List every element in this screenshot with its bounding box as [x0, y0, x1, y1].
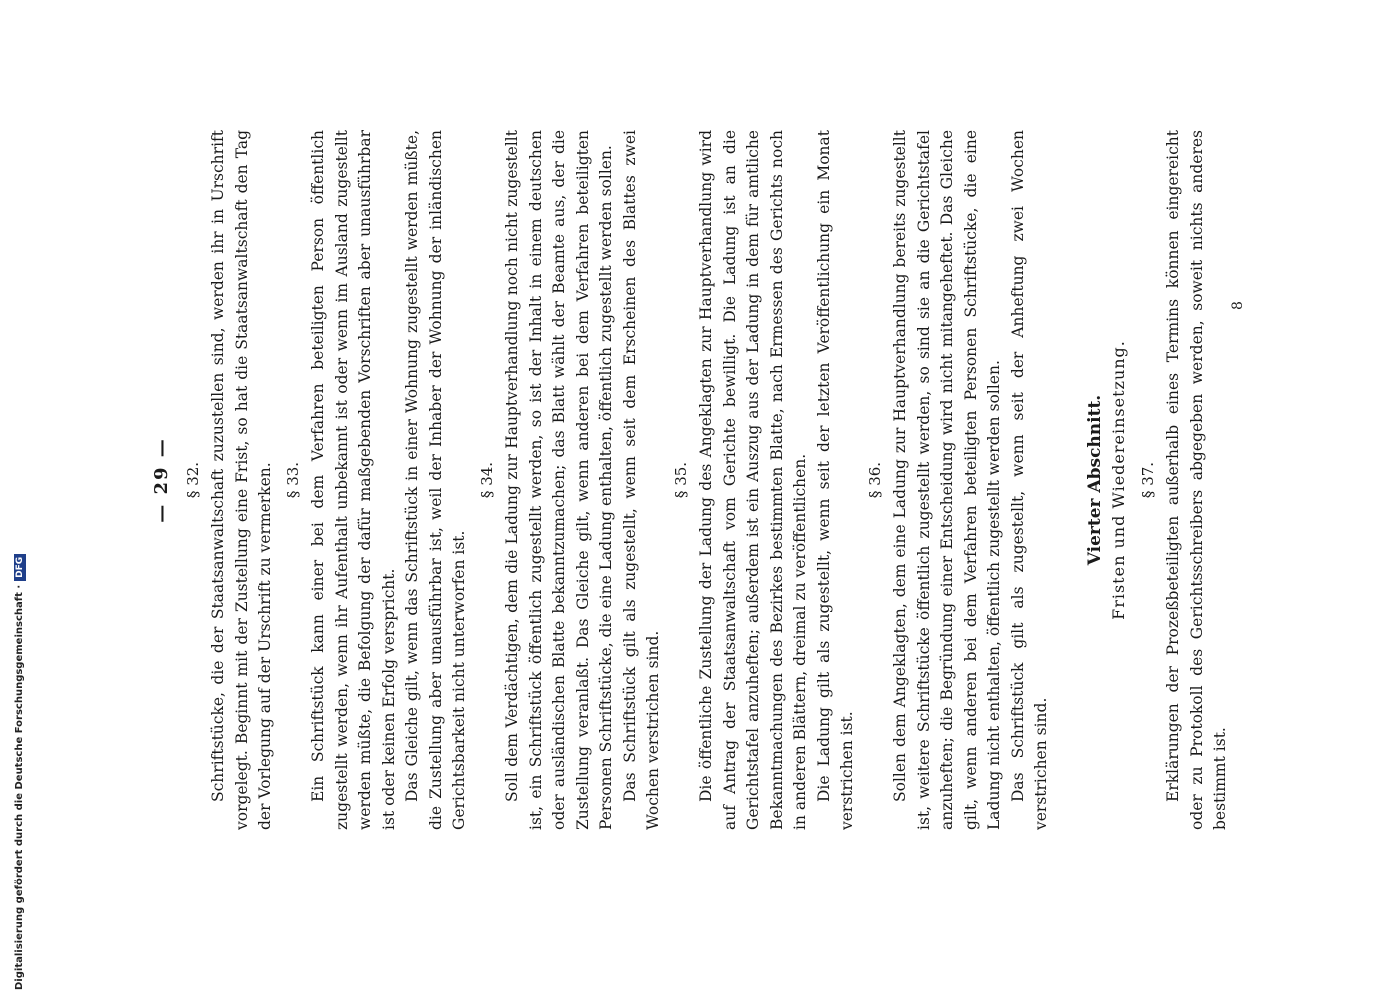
- section-heading-35: § 35.: [671, 461, 690, 499]
- paragraph-37-1: Erklärungen der Prozeßbeteiligten außerhalb eines Termins können eingereicht oder zu Protokoll des Gerichtsschreibers abgegeben werden, soweit nichts anderes bestimmt ist.: [1164, 130, 1229, 830]
- paragraph-32-1: Schriftstücke, die der Staatsanwaltschaft zuzustellen sind, werden ihr in Urschrift vorgelegt. Beginnt mit der Zustellung eine Frist, so hat die Staatsanwaltschaft den Tag der Vorlegung auf der Urschrift zu vermerken.: [209, 130, 274, 830]
- chapter-subtitle: Fristen und Wiedereinsetzung.: [1109, 340, 1128, 620]
- section-heading-32: § 32.: [183, 461, 202, 499]
- text-block: [150, 130, 1233, 830]
- paragraph-36-2: Das Schriftstück gilt als zugestellt, wenn seit der Anheftung zwei Wochen verstrichen sind.: [1008, 130, 1050, 830]
- section-heading-36: § 36.: [865, 461, 884, 499]
- paragraph-35-1: Die öffentliche Zustellung der Ladung des Angeklagten zur Hauptverhandlung wird auf Antrag der Staatsanwaltschaft vom Gerichte bewilligt. Die Ladung ist an die Gerichtstafel anzuheften; außerdem ist ein Auszug aus der Ladung in dem für amtliche Bekanntmachungen des Bezirkes bestimmten Blatte, nach Ermessen des Gerichts noch in anderen Blättern, dreimal zu veröffentlichen.: [697, 130, 809, 830]
- digitization-credit: [0, 0, 25, 1000]
- section-heading-37: § 37.: [1138, 461, 1157, 499]
- paragraph-34-2: Das Schriftstück gilt als zugestellt, wenn seit dem Erscheinen des Blattes zwei Wochen verstrichen sind.: [620, 130, 662, 830]
- dfg-logo: DFG: [14, 554, 26, 581]
- signature-mark: 8: [1230, 301, 1246, 310]
- section-heading-34: § 34.: [477, 461, 496, 499]
- chapter-title: Vierter Abschnitt.: [1084, 394, 1105, 566]
- paragraph-34-1: Soll dem Verdächtigen, dem die Ladung zur Hauptverhandlung noch nicht zugestellt ist, ein Schriftstück öffentlich zugestellt werden, so ist der Inhalt in einem deutschen oder ausländischen Blatte bekanntzumachen; das Blatt wählt der Beamte aus, der die Zustellung veranlaßt. Das Gleiche gilt, wenn anderen bei dem Verfahren beteiligten Personen Schriftstücke, die eine Ladung enthalten, öffentlich zugestellt werden sollen.: [503, 130, 615, 830]
- page-number: — 29 —: [151, 437, 172, 523]
- paragraph-35-2: Die Ladung gilt als zugestellt, wenn seit der letzten Veröffentlichung ein Monat verstrichen ist.: [814, 130, 856, 830]
- paragraph-36-1: Sollen dem Angeklagten, dem eine Ladung zur Hauptverhandlung bereits zugestellt ist, weitere Schriftstücke öffentlich zugestellt werden, so sind sie an die Gerichtstafel anzuheften; die Begründung einer Entscheidung wird nicht mitangeheftet. Das Gleiche gilt, wenn anderen bei dem Verfahren beteiligten Personen Schriftstücke, die eine Ladung nicht enthalten, öffentlich zugestellt werden sollen.: [891, 130, 1003, 830]
- paragraph-33-2: Das Gleiche gilt, wenn das Schriftstück in einer Wohnung zugestellt werden müßte, die Zustellung aber unausführbar ist, weil der Inhaber der Wohnung der inländischen Gerichtsbarkeit nicht unterworfen ist.: [403, 130, 468, 830]
- credit-text-container: [14, 554, 26, 990]
- credit-text: Digitalisierung gefördert durch die Deutsche Forschungsgemeinschaft ·: [14, 584, 25, 990]
- section-heading-33: § 33.: [283, 461, 302, 499]
- paragraph-33-1: Ein Schriftstück kann einer bei dem Verfahren beteiligten Person öffentlich zugestellt werden, wenn ihr Aufenthalt unbekannt ist oder wenn im Ausland zugestellt werden müßte, die Befolgung der dafür maßgebenden Vorschriften aber unausführbar ist oder keinen Erfolg verspricht.: [309, 130, 398, 830]
